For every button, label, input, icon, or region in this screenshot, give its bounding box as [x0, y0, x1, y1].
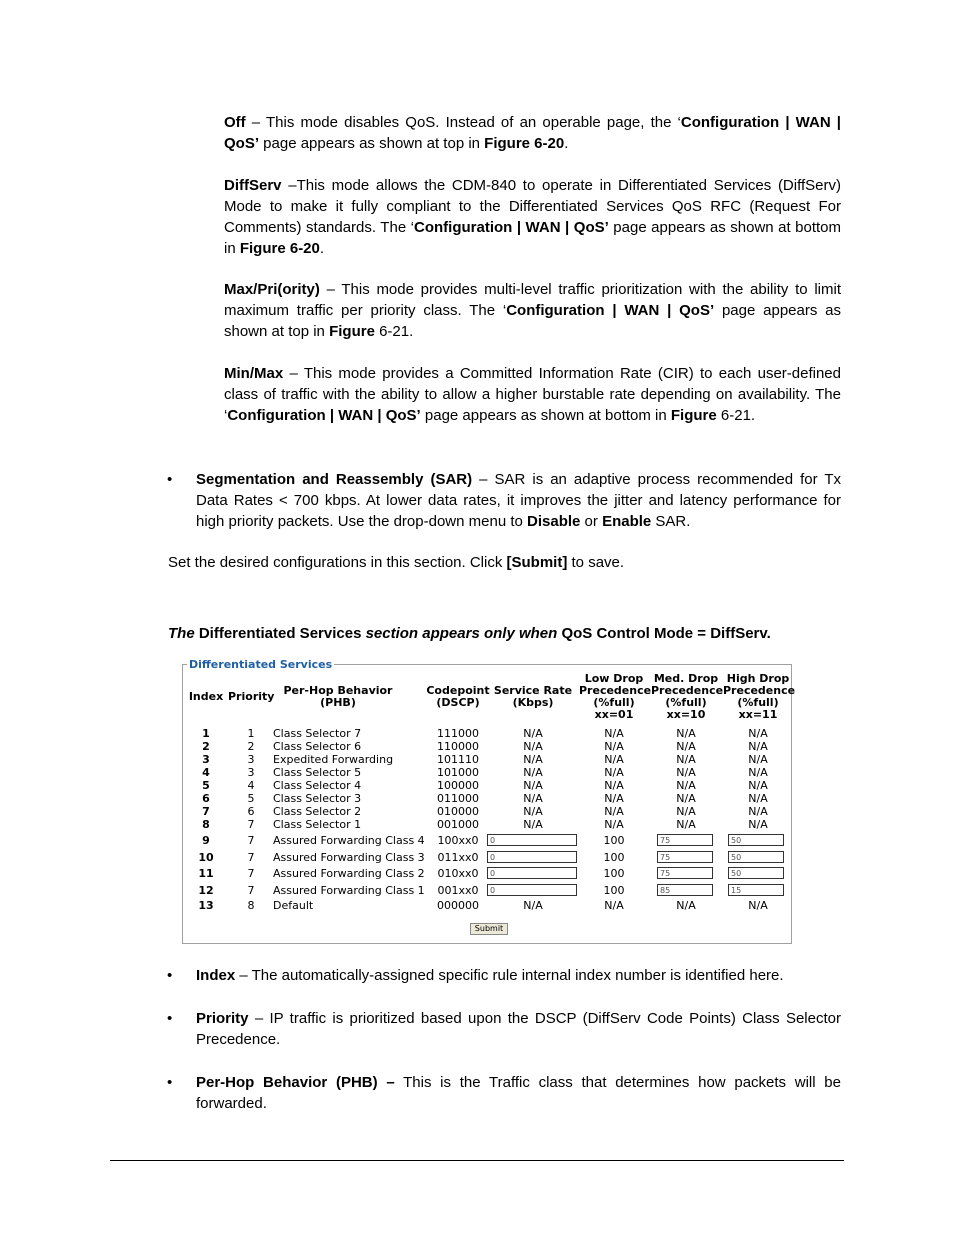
- cell-code: 001000: [437, 818, 479, 831]
- cell-code: 101110: [437, 753, 479, 766]
- cell-rate: N/A: [523, 899, 543, 912]
- cell-phb: Class Selector 1: [273, 818, 362, 831]
- off-text-1: – This mode disables QoS. Instead of an operable page, the ‘: [245, 114, 681, 131]
- cell-index: 8: [202, 818, 210, 831]
- cell-low: N/A: [604, 899, 624, 912]
- cell-phb: Class Selector 6: [273, 740, 362, 753]
- sar-paragraph: [196, 469, 841, 532]
- rate-input-field[interactable]: 0: [487, 851, 577, 863]
- priority-paragraph: [196, 1008, 841, 1050]
- cell-low: N/A: [604, 766, 624, 779]
- minmax-bold-1: Configuration | WAN | QoS’: [227, 407, 421, 424]
- bullet-index: •: [167, 967, 173, 984]
- header-low-drop: Low Drop Precedence (%full) xx=01: [579, 672, 652, 721]
- diffserv-bold-2: Figure 6-20: [239, 240, 320, 257]
- cell-med: N/A: [676, 727, 696, 740]
- sar-text-3: SAR.: [651, 513, 691, 530]
- cell-rate: N/A: [523, 727, 543, 740]
- cell-priority: 3: [247, 766, 255, 779]
- cell-rate: N/A: [523, 740, 543, 753]
- diffserv-text-3: .: [319, 240, 325, 257]
- cell-priority: 8: [247, 899, 255, 912]
- cell-high: N/A: [748, 766, 768, 779]
- high-input-field[interactable]: 15: [728, 884, 784, 896]
- cell-phb: Assured Forwarding Class 3: [273, 851, 425, 864]
- med-input-field[interactable]: 75: [657, 834, 713, 846]
- maxpri-text-1: – This mode provides multi-level traffic prioritization with the ability to limit maximum traffic per priority class. The ‘: [224, 281, 841, 319]
- cell-index: 9: [202, 834, 210, 847]
- cell-phb: Class Selector 2: [273, 805, 362, 818]
- cell-low: 100: [603, 867, 625, 880]
- cell-low: N/A: [604, 818, 624, 831]
- bullet-priority: •: [167, 1010, 173, 1027]
- cell-rate: N/A: [523, 779, 543, 792]
- cell-code: 010xx0: [437, 867, 479, 880]
- off-bold-2: Figure 6-20: [484, 135, 565, 152]
- maxpri-bold-1: Configuration | WAN | QoS’: [506, 302, 715, 319]
- off-paragraph: [224, 112, 841, 154]
- cell-med: N/A: [676, 818, 696, 831]
- cell-low: N/A: [604, 779, 624, 792]
- header-index: Index: [188, 690, 224, 703]
- cell-code: 100000: [437, 779, 479, 792]
- cell-index: 7: [202, 805, 210, 818]
- cell-phb: Assured Forwarding Class 4: [273, 834, 425, 847]
- cell-phb: Class Selector 5: [273, 766, 362, 779]
- cell-priority: 1: [247, 727, 255, 740]
- med-input-field[interactable]: 75: [657, 851, 713, 863]
- priority-title: Priority: [196, 1010, 249, 1027]
- cell-low: 100: [603, 884, 625, 897]
- maxpri-title: Max/Pri(ority): [224, 281, 320, 298]
- submit-button[interactable]: Submit: [470, 923, 508, 935]
- cell-priority: 7: [247, 884, 255, 897]
- cell-high: N/A: [748, 727, 768, 740]
- cell-index: 1: [202, 727, 210, 740]
- header-med-drop: Med. Drop Precedence (%full) xx=10: [651, 672, 724, 721]
- phb-paragraph: [196, 1072, 841, 1114]
- cell-high: N/A: [748, 899, 768, 912]
- cell-index: 10: [198, 851, 214, 864]
- set-desired-text-2: to save.: [567, 554, 625, 571]
- cell-index: 6: [202, 792, 210, 805]
- cell-high: N/A: [748, 779, 768, 792]
- cell-high: N/A: [748, 740, 768, 753]
- cell-phb: Assured Forwarding Class 2: [273, 867, 425, 880]
- cell-code: 110000: [437, 740, 479, 753]
- caption-bold-1: Differentiated Services: [194, 625, 366, 642]
- set-desired-bold: [Submit]: [506, 554, 568, 571]
- index-title: Index: [196, 967, 236, 984]
- cell-phb: Class Selector 3: [273, 792, 362, 805]
- caption-italic-1: The: [168, 625, 195, 642]
- cell-high: N/A: [748, 753, 768, 766]
- minmax-text-2: page appears as shown at bottom in: [420, 407, 671, 424]
- minmax-text-3: 6-21.: [716, 407, 756, 424]
- cell-index: 11: [198, 867, 214, 880]
- bullet-sar: •: [167, 471, 173, 488]
- cell-code: 001xx0: [437, 884, 479, 897]
- off-text-3: .: [564, 135, 569, 152]
- cell-high: N/A: [748, 792, 768, 805]
- cell-high: N/A: [748, 805, 768, 818]
- minmax-paragraph: [224, 363, 841, 426]
- differentiated-services-panel: [182, 658, 796, 944]
- cell-phb: Assured Forwarding Class 1: [273, 884, 425, 897]
- sar-text-1: – SAR is an adaptive process recommended for Tx Data Rates < 700 kbps. At lower data rates, it improves the jitter and latency performance for high priority packets. Use the drop-down menu to: [196, 471, 841, 530]
- cell-priority: 3: [247, 753, 255, 766]
- set-desired-paragraph: [168, 552, 848, 573]
- maxpri-bold-2: Figure: [329, 323, 375, 340]
- diffserv-paragraph: [224, 175, 841, 259]
- cell-priority: 4: [247, 779, 255, 792]
- set-desired-text-1: Set the desired configurations in this section. Click: [168, 554, 507, 571]
- cell-phb: Class Selector 4: [273, 779, 362, 792]
- cell-code: 000000: [437, 899, 479, 912]
- sar-title: Segmentation and Reassembly (SAR): [196, 471, 473, 488]
- cell-low: N/A: [604, 740, 624, 753]
- cell-index: 5: [202, 779, 210, 792]
- cell-priority: 6: [247, 805, 255, 818]
- diffserv-text-1: –This mode allows the CDM-840 to operate in Differentiated Services (DiffServ) Mode to make it fully compliant to the Differentiated Services QoS RFC (Request For Comments) standards. The ‘: [224, 177, 841, 236]
- bullet-phb: •: [167, 1074, 173, 1091]
- caption-bold-2: QoS Control Mode = DiffServ.: [557, 625, 771, 642]
- cell-rate: N/A: [523, 805, 543, 818]
- index-paragraph: [196, 965, 841, 986]
- minmax-bold-2: Figure: [670, 407, 717, 424]
- cell-med: N/A: [676, 779, 696, 792]
- cell-index: 13: [198, 899, 214, 912]
- off-text-2: page appears as shown at top in: [259, 135, 485, 152]
- cell-rate: N/A: [523, 792, 543, 805]
- cell-med: N/A: [676, 899, 696, 912]
- figure-caption: [168, 623, 848, 644]
- med-input-field[interactable]: 85: [657, 884, 713, 896]
- cell-priority: 7: [247, 851, 255, 864]
- cell-phb: Class Selector 7: [273, 727, 362, 740]
- cell-index: 3: [202, 753, 210, 766]
- high-input-field[interactable]: 50: [728, 851, 784, 863]
- off-title: Off: [224, 114, 246, 131]
- cell-code: 100xx0: [437, 834, 479, 847]
- rate-input-field[interactable]: 0: [487, 867, 577, 879]
- header-priority: Priority: [228, 690, 275, 703]
- diffserv-text-2: page appears as shown at bottom in: [224, 219, 842, 257]
- cell-code: 101000: [437, 766, 479, 779]
- cell-priority: 2: [247, 740, 255, 753]
- cell-high: N/A: [748, 818, 768, 831]
- cell-index: 12: [198, 884, 214, 897]
- off-bold-1: Configuration | WAN | QoS’: [224, 114, 841, 152]
- index-text: – The automatically-assigned specific rule internal index number is identified here.: [235, 967, 784, 984]
- cell-med: N/A: [676, 753, 696, 766]
- header-service-rate: Service Rate (Kbps): [493, 684, 573, 709]
- minmax-text-1: – This mode provides a Committed Information Rate (CIR) to each user-defined class of traffic with the ability to allow a higher burstable rate depending on availability. The ‘: [224, 365, 841, 424]
- priority-text: – IP traffic is prioritized based upon the DSCP (DiffServ Code Points) Class Selector Precedence.: [196, 1010, 841, 1048]
- cell-phb: Default: [273, 899, 314, 912]
- header-high-drop: High Drop Precedence (%full) xx=11: [723, 672, 796, 721]
- maxpri-paragraph: [224, 279, 841, 342]
- cell-med: N/A: [676, 805, 696, 818]
- cell-priority: 7: [247, 867, 255, 880]
- cell-low: N/A: [604, 753, 624, 766]
- cell-med: N/A: [676, 766, 696, 779]
- cell-low: N/A: [604, 805, 624, 818]
- cell-low: 100: [603, 851, 625, 864]
- cell-priority: 7: [247, 818, 255, 831]
- cell-priority: 5: [247, 792, 255, 805]
- sar-bold-1: Disable: [527, 513, 581, 530]
- phb-text: This is the Traffic class that determines how packets will be forwarded.: [196, 1074, 841, 1112]
- cell-index: 4: [202, 766, 210, 779]
- diffserv-bold-1: Configuration | WAN | QoS’: [414, 219, 609, 236]
- caption-italic-2: section appears only when: [365, 625, 558, 642]
- cell-code: 111000: [437, 727, 479, 740]
- cell-low: N/A: [604, 792, 624, 805]
- cell-code: 011xx0: [437, 851, 479, 864]
- rate-input-field[interactable]: 0: [487, 884, 577, 896]
- med-input-field[interactable]: 75: [657, 867, 713, 879]
- sar-bold-2: Enable: [602, 513, 652, 530]
- phb-title: Per-Hop Behavior (PHB) –: [196, 1074, 395, 1091]
- cell-med: N/A: [676, 740, 696, 753]
- cell-phb: Expedited Forwarding: [273, 753, 394, 766]
- maxpri-text-2: page appears as shown at top in: [224, 302, 842, 340]
- cell-index: 2: [202, 740, 210, 753]
- cell-low: 100: [603, 834, 625, 847]
- cell-rate: N/A: [523, 753, 543, 766]
- footer-rule: [110, 1160, 844, 1161]
- header-codepoint: Codepoint (DSCP): [426, 684, 490, 709]
- rate-input-field[interactable]: 0: [487, 834, 577, 846]
- cell-rate: N/A: [523, 818, 543, 831]
- cell-code: 011000: [437, 792, 479, 805]
- high-input-field[interactable]: 50: [728, 834, 784, 846]
- minmax-title: Min/Max: [224, 365, 284, 382]
- cell-med: N/A: [676, 792, 696, 805]
- high-input-field[interactable]: 50: [728, 867, 784, 879]
- diffserv-title: DiffServ: [224, 177, 282, 194]
- panel-legend: Differentiated Services: [189, 658, 333, 671]
- sar-text-2: or: [580, 513, 603, 530]
- maxpri-text-3: 6-21.: [374, 323, 414, 340]
- header-phb: Per-Hop Behavior (PHB): [283, 684, 393, 709]
- cell-code: 010000: [437, 805, 479, 818]
- cell-priority: 7: [247, 834, 255, 847]
- cell-low: N/A: [604, 727, 624, 740]
- cell-rate: N/A: [523, 766, 543, 779]
